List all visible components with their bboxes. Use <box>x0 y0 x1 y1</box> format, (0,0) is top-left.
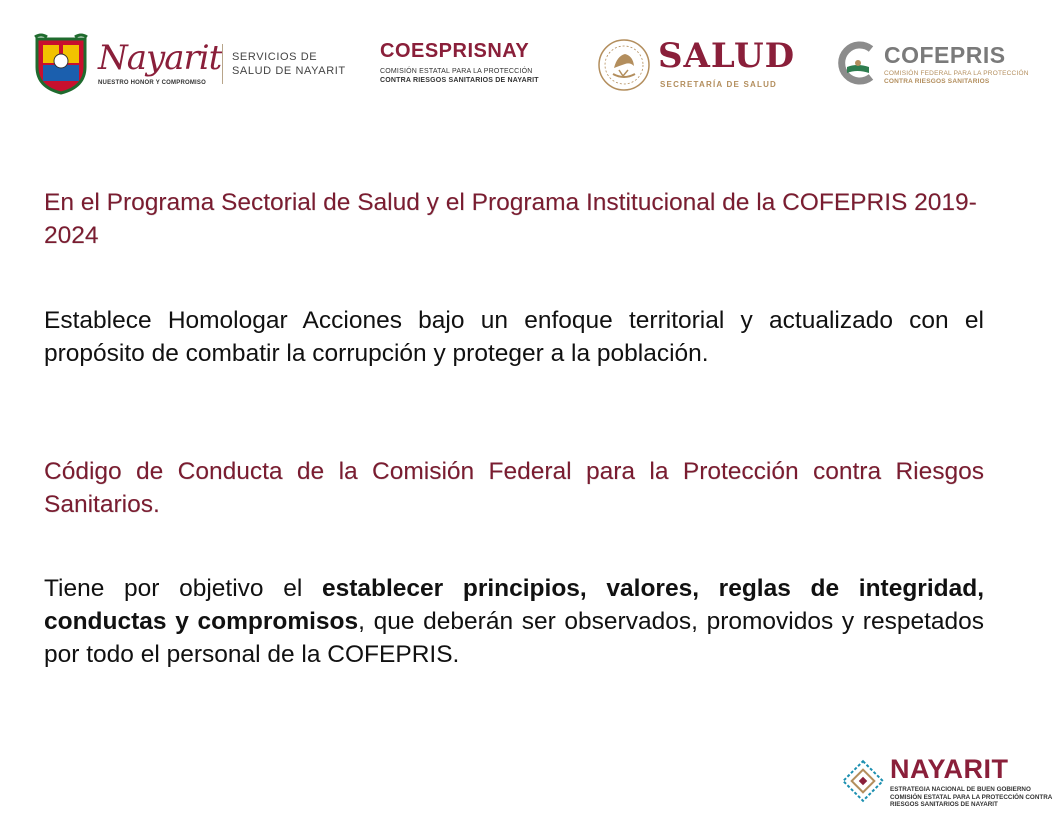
coesprisnay-wordmark: COESPRISNAY <box>380 40 530 62</box>
coesprisnay-subtitle <box>380 67 539 85</box>
servicios-line2: SALUD DE NAYARIT <box>232 65 346 77</box>
paragraph-homologar-acciones: Establece Homologar Acciones bajo un enfoque territorial y actualizado con el propósito de combatir la corrupción y proteger a la población. <box>44 307 984 367</box>
footer-sub-line3: RIESGOS SANITARIOS DE NAYARIT <box>890 801 998 808</box>
heading-codigo-conducta: Código de Conducta de la Comisión Federal para la Protección contra Riesgos Sanitarios. <box>44 458 984 518</box>
heading-programa-sectorial: En el Programa Sectorial de Salud y el Programa Institucional de la COFEPRIS 2019-2024 <box>44 189 977 249</box>
salud-wordmark: SALUD <box>658 36 796 76</box>
cofepris-sub-line2: CONTRA RIESGOS SANITARIOS <box>884 78 990 85</box>
cofepris-sub-line1: COMISIÓN FEDERAL PARA LA PROTECCIÓN <box>884 70 1029 77</box>
cofepris-wordmark: COFEPRIS <box>884 42 1006 68</box>
footer-subtitle <box>890 786 1052 809</box>
objetivo-text-start: Tiene por objetivo el <box>44 575 322 602</box>
nayarit-footer-diamond-icon <box>838 756 888 806</box>
servicios-salud-label <box>232 50 346 78</box>
objetivo-text-end: , que deberán ser observados, promovidos y respetados por todo el personal de la COFEPRIS. <box>44 608 985 668</box>
coesprisnay-sub-line1: COMISIÓN ESTATAL PARA LA PROTECCIÓN <box>380 68 533 75</box>
divider <box>222 44 223 84</box>
salud-subtitle: SECRETARÍA DE SALUD <box>660 80 778 89</box>
header-logos <box>0 0 1056 120</box>
cofepris-subtitle <box>884 70 1029 86</box>
objetivo-text-bold: establecer principios, valores, reglas de integridad, conductas y compromisos <box>44 575 985 635</box>
paragraph-objetivo <box>44 572 984 671</box>
footer-nayarit-wordmark: NAYARIT <box>890 754 1009 784</box>
coesprisnay-sub-line2: CONTRA RIESGOS SANITARIOS DE NAYARIT <box>380 77 539 84</box>
footer-sub-line1: ESTRATEGIA NACIONAL DE BUEN GOBIERNO <box>890 786 1031 793</box>
nayarit-shield-icon <box>33 33 89 95</box>
cofepris-logo-icon <box>837 41 877 85</box>
servicios-line1: SERVICIOS DE <box>232 51 318 63</box>
footer-sub-line2: COMISIÓN ESTATAL PARA LA PROTECCIÓN CONTRA <box>890 793 1053 801</box>
nayarit-wordmark: Nayarit <box>98 38 222 78</box>
nayarit-motto: NUESTRO HONOR Y COMPROMISO <box>98 80 206 86</box>
mexico-seal-icon <box>597 38 651 92</box>
